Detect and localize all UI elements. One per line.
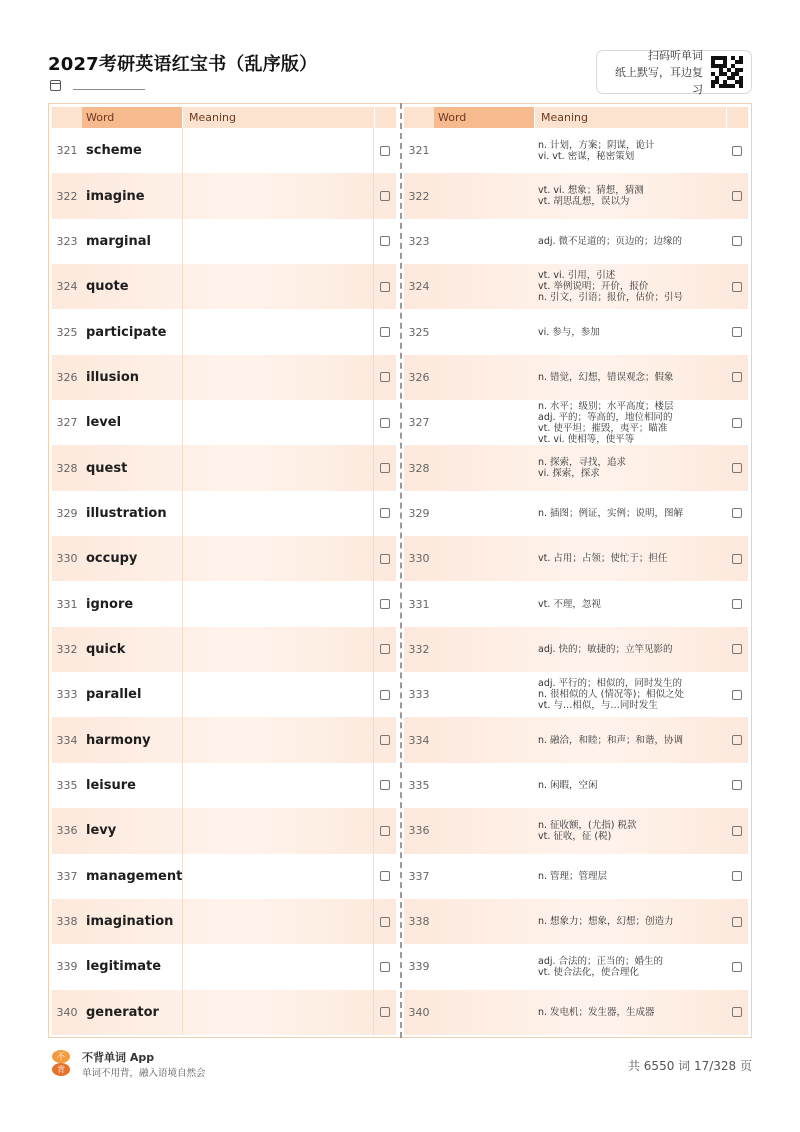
meaning-line: n. 错觉，幻想，错误观念；假象 (538, 371, 674, 383)
meaning-line: n. 闲暇，空闲 (538, 779, 598, 791)
row-number: 328 (56, 461, 78, 475)
checkbox-cell (726, 146, 748, 156)
row-meaning (534, 763, 726, 808)
checkbox-cell (374, 599, 396, 609)
row-word: marginal (86, 233, 151, 249)
row-number: 325 (408, 325, 430, 339)
row-word: participate (86, 324, 167, 340)
audio-promo-box (596, 50, 752, 94)
row-meaning (534, 219, 726, 264)
checkbox-cell (374, 1007, 396, 1017)
row-word: scheme (86, 143, 142, 159)
checkbox-icon[interactable] (732, 871, 742, 881)
table-row (404, 944, 748, 989)
meaning-write-area[interactable] (182, 536, 374, 581)
row-number: 338 (408, 915, 430, 929)
table-row (404, 309, 748, 354)
meaning-write-area[interactable] (182, 445, 374, 490)
meaning-line: adj. 合法的；正当的；婚生的 (538, 955, 664, 967)
row-number: 336 (56, 824, 78, 838)
checkbox-cell (374, 282, 396, 292)
meaning-line: n. 引文，引语；报价，估价；引号 (538, 292, 684, 304)
table-row (52, 445, 396, 490)
table-row (52, 717, 396, 762)
row-number: 322 (408, 189, 430, 203)
row-number: 334 (56, 733, 78, 747)
table-row (52, 672, 396, 717)
row-meaning (534, 672, 726, 717)
checkbox-icon[interactable] (732, 146, 742, 156)
header-word: Word (434, 107, 534, 128)
row-meaning (534, 173, 726, 218)
checkbox-cell (374, 146, 396, 156)
meaning-line: vt. 征收，征 (税) (538, 830, 612, 842)
checkbox-cell (726, 418, 748, 428)
calendar-icon (50, 80, 61, 91)
row-word: generator (86, 1004, 159, 1020)
row-meaning (534, 264, 726, 309)
row-meaning (534, 854, 726, 899)
checkbox-cell (374, 644, 396, 654)
row-number: 334 (408, 733, 430, 747)
meaning-line: vi. 探索，探求 (538, 468, 600, 480)
row-number: 324 (408, 280, 430, 294)
promo-line-1: 扫码听单词 (648, 48, 703, 62)
row-number: 327 (408, 416, 430, 430)
table-row (404, 627, 748, 672)
checkbox-cell (726, 463, 748, 473)
meaning-line: vt. 占用；占领；使忙于；担任 (538, 553, 668, 565)
row-number: 335 (408, 778, 430, 792)
row-number: 326 (408, 370, 430, 384)
row-meaning (534, 581, 726, 626)
checkbox-icon[interactable] (380, 780, 390, 790)
checkbox-cell (374, 372, 396, 382)
meaning-line: adj. 平行的；相似的，同时发生的 (538, 678, 683, 690)
table-row (404, 355, 748, 400)
row-word: quest (86, 460, 128, 476)
checkbox-icon[interactable] (380, 508, 390, 518)
checkbox-icon[interactable] (380, 372, 390, 382)
row-meaning (534, 536, 726, 581)
checkbox-cell (726, 917, 748, 927)
meaning-line: n. 发电机；发生器，生成器 (538, 1006, 655, 1018)
meaning-line: vi. vt. 密谋，秘密策划 (538, 150, 635, 162)
row-word: imagine (86, 188, 145, 204)
meaning-line: vi. 参与，参加 (538, 326, 600, 338)
checkbox-icon[interactable] (380, 871, 390, 881)
row-number: 340 (56, 1005, 78, 1019)
meaning-line: vt. 使平坦；摧毁，夷平；瞄准 (538, 422, 668, 434)
row-meaning (534, 717, 726, 762)
app-slogan: 单词不用背，融入语境自然会 (82, 1068, 206, 1079)
table-row (404, 854, 748, 899)
checkbox-cell (726, 735, 748, 745)
meaning-line: vt. 不理，忽视 (538, 598, 601, 610)
checkbox-icon[interactable] (380, 146, 390, 156)
table-row (52, 899, 396, 944)
table-header (404, 107, 748, 128)
checkbox-icon[interactable] (380, 690, 390, 700)
checkbox-icon[interactable] (732, 327, 742, 337)
meaning-write-area[interactable] (182, 491, 374, 536)
app-name: 不背单词 App (82, 1051, 155, 1064)
meaning-write-area[interactable] (182, 309, 374, 354)
table-row (404, 219, 748, 264)
checkbox-cell (374, 780, 396, 790)
table-row (52, 627, 396, 672)
table-row (404, 445, 748, 490)
checkbox-cell (374, 826, 396, 836)
row-number: 322 (56, 189, 78, 203)
qr-code-icon[interactable] (711, 56, 743, 88)
checkbox-cell (726, 191, 748, 201)
word-column-half (52, 107, 396, 1035)
checkbox-icon[interactable] (732, 826, 742, 836)
checkbox-icon[interactable] (732, 962, 742, 972)
meaning-write-area[interactable] (182, 400, 374, 445)
checkbox-cell (726, 644, 748, 654)
checkbox-cell (726, 690, 748, 700)
row-number: 332 (56, 642, 78, 656)
row-word: leisure (86, 777, 136, 793)
table-row (52, 309, 396, 354)
row-number: 331 (408, 597, 430, 611)
checkbox-icon[interactable] (380, 236, 390, 246)
row-number: 337 (408, 869, 430, 883)
checkbox-icon[interactable] (380, 418, 390, 428)
row-word: ignore (86, 596, 134, 612)
header-check-cell (374, 107, 396, 128)
checkbox-cell (726, 780, 748, 790)
checkbox-icon[interactable] (732, 690, 742, 700)
header-num-cell (404, 107, 434, 128)
row-number: 325 (56, 325, 78, 339)
table-row (404, 173, 748, 218)
row-meaning (534, 445, 726, 490)
row-number: 329 (408, 506, 430, 520)
table-header (52, 107, 396, 128)
meaning-write-area[interactable] (182, 581, 374, 626)
checkbox-icon[interactable] (732, 735, 742, 745)
meaning-line: vt. 使合法化，使合理化 (538, 966, 639, 978)
checkbox-icon[interactable] (380, 917, 390, 927)
meaning-write-area[interactable] (182, 173, 374, 218)
row-meaning (534, 128, 726, 173)
logo-bottom-glyph: 背 (52, 1063, 70, 1076)
meaning-line: n. 探索，寻找，追求 (538, 457, 627, 469)
promo-text (607, 47, 711, 98)
meaning-write-area[interactable] (182, 990, 374, 1035)
row-number: 321 (56, 144, 78, 158)
checkbox-cell (374, 463, 396, 473)
checkbox-icon[interactable] (732, 780, 742, 790)
table-row (52, 808, 396, 853)
row-number: 329 (56, 506, 78, 520)
row-word: quote (86, 279, 129, 295)
meaning-line: n. 融洽，和睦；和声；和谐，协调 (538, 734, 684, 746)
app-logo-icon (52, 1050, 72, 1076)
table-row (404, 899, 748, 944)
checkbox-icon[interactable] (732, 463, 742, 473)
checkbox-cell (726, 871, 748, 881)
checkbox-cell (374, 508, 396, 518)
meaning-line: n. 管理；管理层 (538, 870, 608, 882)
row-number: 333 (408, 688, 430, 702)
table-row (52, 355, 396, 400)
checkbox-cell (726, 599, 748, 609)
page-title: 2027考研英语红宝书（乱序版） (48, 54, 318, 75)
meaning-write-area[interactable] (182, 899, 374, 944)
meaning-line: adj. 快的；敏捷的；立竿见影的 (538, 643, 673, 655)
row-meaning (534, 491, 726, 536)
table-row (404, 264, 748, 309)
table-row (404, 717, 748, 762)
checkbox-cell (374, 871, 396, 881)
table-row (404, 672, 748, 717)
checkbox-cell (726, 236, 748, 246)
meaning-line: n. 计划，方案；阴谋，诡计 (538, 139, 655, 151)
meaning-write-area[interactable] (182, 763, 374, 808)
table-row (404, 400, 748, 445)
checkbox-icon[interactable] (732, 372, 742, 382)
checkbox-cell (374, 418, 396, 428)
row-number: 339 (408, 960, 430, 974)
checkbox-cell (726, 1007, 748, 1017)
meaning-line: n. 征收额，(尤指) 税款 (538, 819, 637, 831)
page-info: 共 6550 词 17/328 页 (627, 1059, 752, 1073)
checkbox-cell (374, 191, 396, 201)
row-number: 330 (56, 552, 78, 566)
table-row (404, 491, 748, 536)
table-row (52, 581, 396, 626)
meaning-line: vt. 举例说明；开价，报价 (538, 281, 649, 293)
checkbox-icon[interactable] (732, 554, 742, 564)
row-number: 340 (408, 1005, 430, 1019)
table-row (52, 763, 396, 808)
row-word: parallel (86, 687, 142, 703)
meaning-line: n. 很相似的人 (情况等)；相似之处 (538, 689, 684, 701)
row-number: 339 (56, 960, 78, 974)
row-meaning (534, 808, 726, 853)
table-row (52, 854, 396, 899)
header-word: Word (82, 107, 182, 128)
checkbox-icon[interactable] (380, 282, 390, 292)
row-word: harmony (86, 732, 151, 748)
table-row (52, 128, 396, 173)
checkbox-cell (374, 554, 396, 564)
table-row (52, 491, 396, 536)
meaning-write-area[interactable] (182, 672, 374, 717)
row-number: 324 (56, 280, 78, 294)
row-number: 323 (408, 234, 430, 248)
row-meaning (534, 990, 726, 1035)
row-number: 337 (56, 869, 78, 883)
checkbox-cell (374, 690, 396, 700)
meaning-line: vt. 与…相似，与…同时发生 (538, 700, 658, 712)
logo-top-glyph: 不 (52, 1050, 70, 1063)
row-word: imagination (86, 914, 174, 930)
fold-divider (400, 103, 402, 1038)
meaning-column-half (404, 107, 748, 1035)
checkbox-icon[interactable] (732, 236, 742, 246)
checkbox-icon[interactable] (380, 826, 390, 836)
row-meaning (534, 627, 726, 672)
header-meaning: Meaning (182, 107, 374, 128)
table-row (404, 808, 748, 853)
meaning-write-area[interactable] (182, 355, 374, 400)
table-row (52, 990, 396, 1035)
table-row (52, 400, 396, 445)
table-row (404, 581, 748, 626)
meaning-write-area[interactable] (182, 854, 374, 899)
meaning-write-area[interactable] (182, 944, 374, 989)
header-check-cell (726, 107, 748, 128)
row-word: management (86, 868, 183, 884)
row-number: 336 (408, 824, 430, 838)
checkbox-icon[interactable] (380, 962, 390, 972)
checkbox-cell (726, 327, 748, 337)
checkbox-cell (726, 962, 748, 972)
checkbox-icon[interactable] (732, 1007, 742, 1017)
meaning-line: adj. 平的；等高的，地位相同的 (538, 411, 673, 423)
row-meaning (534, 309, 726, 354)
row-meaning (534, 899, 726, 944)
table-row (52, 536, 396, 581)
row-number: 338 (56, 915, 78, 929)
row-number: 332 (408, 642, 430, 656)
meaning-write-area[interactable] (182, 808, 374, 853)
row-word: quick (86, 641, 126, 657)
header-meaning: Meaning (534, 107, 726, 128)
header-num-cell (52, 107, 82, 128)
row-number: 331 (56, 597, 78, 611)
row-number: 333 (56, 688, 78, 702)
meaning-line: n. 插图；例证，实例；说明，图解 (538, 507, 684, 519)
checkbox-cell (374, 735, 396, 745)
checkbox-icon[interactable] (380, 735, 390, 745)
meaning-line: vt. 胡思乱想，误以为 (538, 196, 630, 208)
row-word: legitimate (86, 959, 162, 975)
row-word: occupy (86, 551, 138, 567)
meaning-line: n. 水平；级别；水平高度；楼层 (538, 400, 674, 412)
row-meaning (534, 400, 726, 445)
table-row (52, 173, 396, 218)
checkbox-cell (726, 282, 748, 292)
row-number: 330 (408, 552, 430, 566)
checkbox-icon[interactable] (380, 1007, 390, 1017)
row-number: 327 (56, 416, 78, 430)
checkbox-cell (726, 508, 748, 518)
date-field (50, 80, 145, 91)
checkbox-icon[interactable] (380, 327, 390, 337)
checkbox-cell (374, 917, 396, 927)
checkbox-icon[interactable] (380, 463, 390, 473)
checkbox-icon[interactable] (380, 554, 390, 564)
checkbox-icon[interactable] (732, 418, 742, 428)
checkbox-icon[interactable] (732, 508, 742, 518)
checkbox-icon[interactable] (732, 599, 742, 609)
checkbox-cell (374, 327, 396, 337)
meaning-write-area[interactable] (182, 264, 374, 309)
checkbox-cell (374, 962, 396, 972)
row-number: 328 (408, 461, 430, 475)
checkbox-cell (726, 554, 748, 564)
row-number: 323 (56, 234, 78, 248)
meaning-write-area[interactable] (182, 128, 374, 173)
table-row (404, 536, 748, 581)
row-word: illustration (86, 505, 167, 521)
table-row (52, 944, 396, 989)
checkbox-icon[interactable] (380, 599, 390, 609)
meaning-line: vt. vi. 使相等，使平等 (538, 433, 635, 445)
row-number: 335 (56, 778, 78, 792)
row-word: levy (86, 823, 117, 839)
table-row (404, 763, 748, 808)
checkbox-icon[interactable] (380, 644, 390, 654)
table-row (52, 219, 396, 264)
table-row (52, 264, 396, 309)
meaning-write-area[interactable] (182, 717, 374, 762)
meaning-line: vt. vi. 想象；猜想，猜测 (538, 185, 644, 197)
checkbox-icon[interactable] (732, 282, 742, 292)
meaning-line: n. 想象力；想象，幻想；创造力 (538, 916, 674, 928)
checkbox-icon[interactable] (732, 917, 742, 927)
row-meaning (534, 944, 726, 989)
meaning-line: vt. vi. 引用，引述 (538, 270, 616, 282)
date-blank-line (73, 89, 145, 90)
row-number: 321 (408, 144, 430, 158)
meaning-write-area[interactable] (182, 219, 374, 264)
meaning-write-area[interactable] (182, 627, 374, 672)
checkbox-cell (726, 372, 748, 382)
row-number: 326 (56, 370, 78, 384)
row-meaning (534, 355, 726, 400)
row-word: level (86, 415, 122, 431)
table-row (404, 990, 748, 1035)
meaning-line: adj. 微不足道的；页边的；边缘的 (538, 235, 683, 247)
row-word: illusion (86, 369, 140, 385)
checkbox-cell (374, 236, 396, 246)
checkbox-icon[interactable] (732, 644, 742, 654)
checkbox-icon[interactable] (732, 191, 742, 201)
checkbox-icon[interactable] (380, 191, 390, 201)
table-row (404, 128, 748, 173)
checkbox-cell (726, 826, 748, 836)
promo-line-2: 纸上默写，耳边复习 (615, 65, 703, 96)
